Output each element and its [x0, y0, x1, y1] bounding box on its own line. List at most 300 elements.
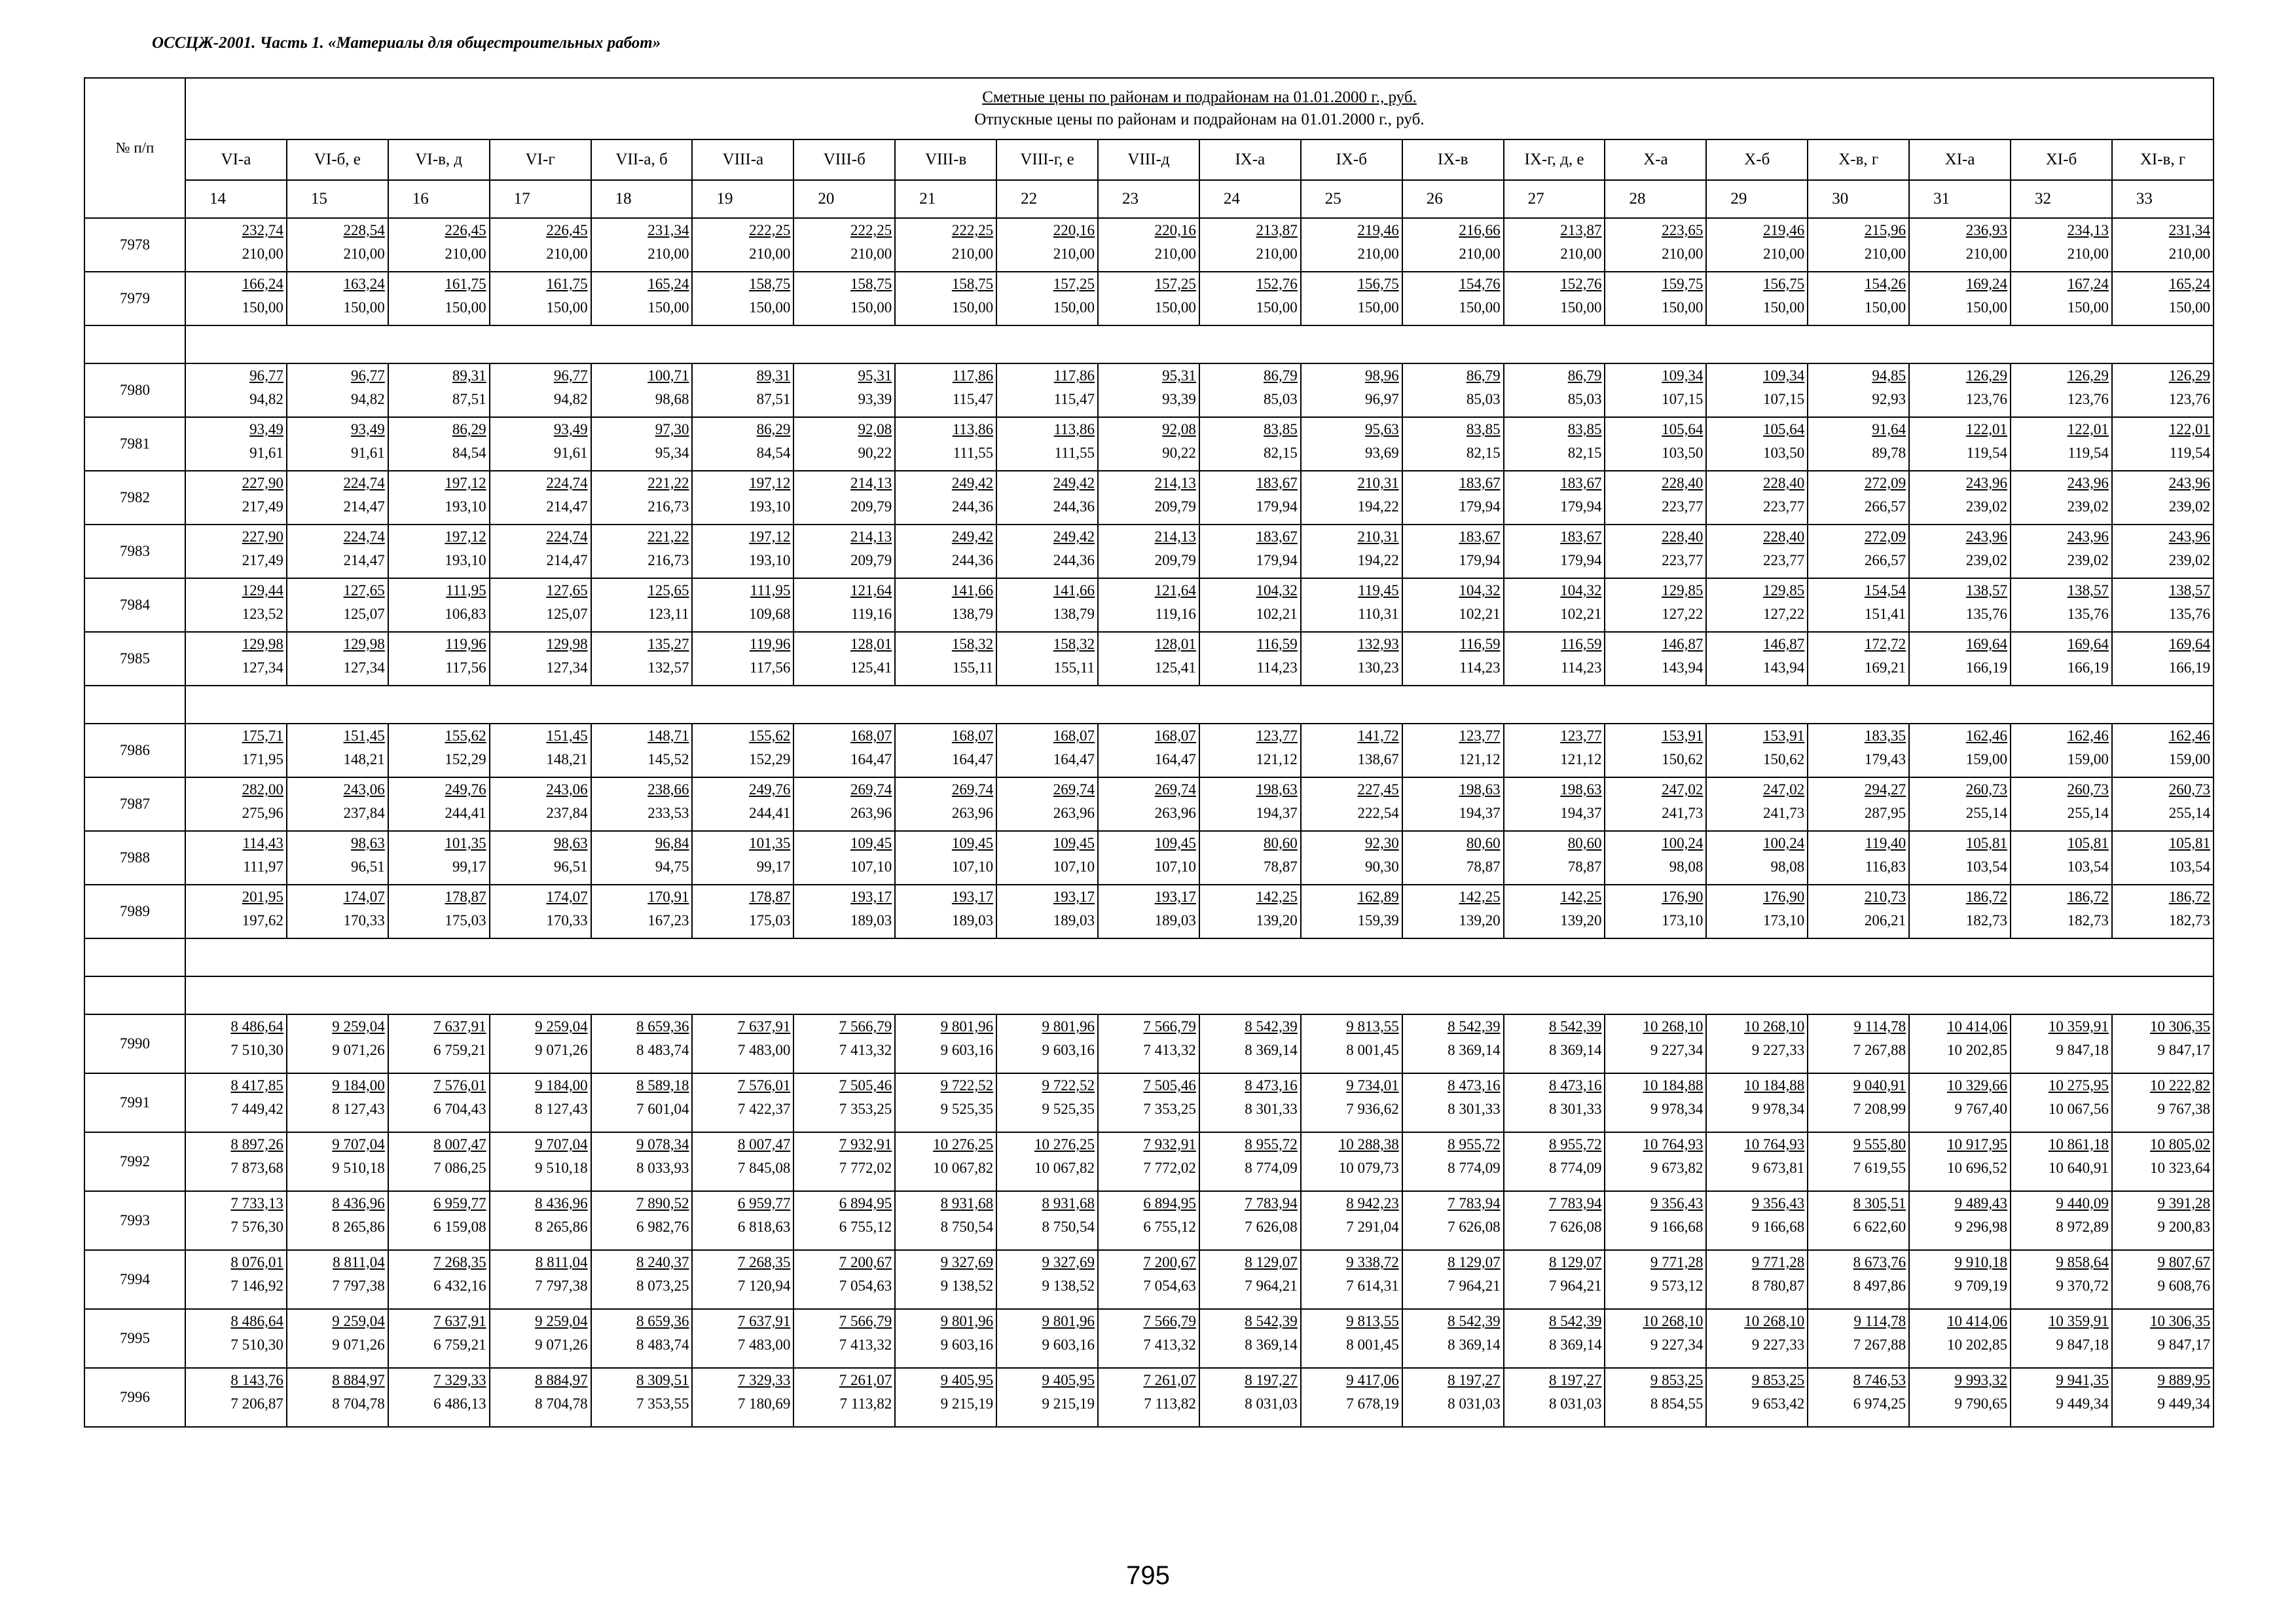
release-price: 96,51	[351, 858, 385, 875]
estimate-price: 132,93	[1357, 636, 1399, 652]
estimate-price: 169,64	[2067, 636, 2109, 652]
price-cell	[2011, 272, 2112, 325]
release-price: 9 227,33	[1751, 1042, 1805, 1058]
price-cell	[1706, 417, 1808, 471]
price-cell	[793, 632, 895, 686]
region-header: X-а	[1605, 139, 1706, 180]
release-price: 9 449,34	[2056, 1395, 2109, 1412]
release-price: 150,00	[647, 299, 689, 316]
release-price: 7 964,21	[1245, 1278, 1298, 1294]
release-price: 135,76	[2168, 606, 2210, 622]
price-cell	[1605, 1368, 1706, 1427]
release-price: 7 576,30	[230, 1219, 283, 1235]
estimate-price: 6 959,77	[737, 1195, 791, 1211]
estimate-price: 100,24	[1763, 835, 1805, 851]
release-price: 241,73	[1662, 805, 1704, 821]
price-cell	[1504, 1191, 1605, 1250]
price-cell	[1909, 417, 2011, 471]
release-price: 9 767,40	[1954, 1101, 2008, 1117]
estimate-price: 9 040,91	[1853, 1077, 1906, 1094]
price-cell	[1301, 1368, 1402, 1427]
release-price: 9 673,81	[1751, 1160, 1805, 1176]
price-cell	[895, 885, 996, 938]
release-price: 150,62	[1662, 751, 1704, 767]
estimate-price: 243,96	[2168, 528, 2210, 545]
item-number: 7985	[84, 632, 185, 686]
price-cell	[1301, 1132, 1402, 1191]
price-cell	[1808, 471, 1909, 525]
estimate-price: 161,75	[546, 276, 588, 292]
release-price: 10 323,64	[2150, 1160, 2210, 1176]
price-cell	[1909, 632, 2011, 686]
release-price: 210,00	[1864, 246, 1906, 262]
estimate-price: 10 268,10	[1744, 1018, 1805, 1035]
price-cell	[287, 632, 388, 686]
estimate-price: 220,16	[1154, 222, 1196, 238]
price-cell	[388, 777, 490, 831]
release-price: 91,61	[553, 445, 588, 461]
estimate-price: 138,57	[2168, 582, 2210, 599]
price-cell	[2011, 1014, 2112, 1073]
estimate-price: 8 589,18	[636, 1077, 689, 1094]
price-cell	[1706, 471, 1808, 525]
estimate-price: 231,34	[2168, 222, 2210, 238]
table-row	[84, 272, 2214, 325]
estimate-price: 9 114,78	[1853, 1018, 1906, 1035]
estimate-price: 125,65	[647, 582, 689, 599]
document-header: ОССЦЖ-2001. Часть 1. «Материалы для общестроительных работ»	[152, 34, 661, 52]
estimate-price: 8 542,39	[1448, 1018, 1501, 1035]
release-price: 241,73	[1763, 805, 1805, 821]
price-cell	[388, 831, 490, 885]
price-cell	[692, 1073, 793, 1132]
price-cell	[287, 578, 388, 632]
estimate-price: 8 197,27	[1448, 1372, 1501, 1388]
estimate-price: 9 184,00	[535, 1077, 588, 1094]
table-row	[84, 831, 2214, 885]
price-cell	[793, 777, 895, 831]
release-price: 90,22	[1162, 445, 1196, 461]
table-row	[84, 363, 2214, 417]
table-row	[84, 1191, 2214, 1250]
price-cell	[895, 1309, 996, 1368]
estimate-price: 7 566,79	[1143, 1313, 1196, 1329]
estimate-price: 155,62	[749, 728, 791, 744]
estimate-price: 157,25	[1053, 276, 1095, 292]
estimate-price: 8 931,68	[1042, 1195, 1095, 1211]
caption-row	[84, 78, 2214, 139]
estimate-price: 8 076,01	[230, 1254, 283, 1270]
estimate-price: 219,46	[1763, 222, 1805, 238]
estimate-price: 9 910,18	[1954, 1254, 2008, 1270]
estimate-price: 228,40	[1763, 475, 1805, 491]
estimate-price: 247,02	[1662, 781, 1704, 798]
price-cell	[996, 417, 1098, 471]
estimate-price: 8 542,39	[1245, 1018, 1298, 1035]
estimate-price: 219,46	[1357, 222, 1399, 238]
price-cell	[1808, 724, 1909, 777]
estimate-price: 7 505,46	[839, 1077, 892, 1094]
price-cell	[2112, 1309, 2214, 1368]
price-cell	[591, 1250, 693, 1309]
price-cell	[1808, 632, 1909, 686]
release-price: 7 772,02	[1143, 1160, 1196, 1176]
price-cell	[1199, 777, 1301, 831]
release-price: 8 265,86	[535, 1219, 588, 1235]
release-price: 7 510,30	[230, 1337, 283, 1353]
release-price: 164,47	[1154, 751, 1196, 767]
price-cell	[591, 417, 693, 471]
price-cell	[2112, 1250, 2214, 1309]
estimate-price: 167,24	[2067, 276, 2109, 292]
release-price: 7 797,38	[332, 1278, 385, 1294]
release-price: 7 422,37	[737, 1101, 791, 1117]
release-price: 107,15	[1662, 391, 1704, 407]
release-price: 99,17	[452, 858, 486, 875]
release-price: 89,78	[1872, 445, 1906, 461]
price-cell	[895, 724, 996, 777]
release-price: 119,54	[2169, 445, 2210, 461]
release-price: 6 486,13	[433, 1395, 486, 1412]
price-cell	[1706, 1309, 1808, 1368]
estimate-price: 8 931,68	[940, 1195, 994, 1211]
estimate-price: 6 894,95	[839, 1195, 892, 1211]
price-cell	[1098, 417, 1199, 471]
release-price: 10 202,85	[1947, 1337, 2008, 1353]
price-cell	[1706, 1073, 1808, 1132]
release-price: 7 626,08	[1548, 1219, 1602, 1235]
release-price: 8 073,25	[636, 1278, 689, 1294]
release-price: 87,51	[756, 391, 791, 407]
release-price: 239,02	[2067, 552, 2109, 568]
estimate-price: 249,76	[749, 781, 791, 798]
price-cell	[1706, 632, 1808, 686]
separator-cell	[84, 938, 185, 976]
estimate-price: 127,65	[546, 582, 588, 599]
estimate-price: 9 734,01	[1346, 1077, 1399, 1094]
release-price: 8 483,74	[636, 1042, 689, 1058]
price-cell	[1909, 1132, 2011, 1191]
estimate-price: 168,07	[951, 728, 994, 744]
release-price: 7 797,38	[535, 1278, 588, 1294]
release-price: 222,54	[1357, 805, 1399, 821]
release-price: 223,77	[1662, 552, 1704, 568]
estimate-price: 183,67	[1256, 528, 1298, 545]
price-cell	[388, 1191, 490, 1250]
price-cell	[2011, 1073, 2112, 1132]
price-cell	[1301, 1014, 1402, 1073]
column-number: 19	[692, 180, 793, 218]
estimate-price: 223,65	[1662, 222, 1704, 238]
release-price: 193,10	[749, 552, 791, 568]
price-cell	[1199, 1073, 1301, 1132]
price-cell	[287, 218, 388, 272]
estimate-price: 170,91	[647, 889, 689, 905]
release-price: 216,73	[647, 552, 689, 568]
separator-cell	[185, 325, 2214, 363]
price-cell	[490, 777, 591, 831]
estimate-price: 128,01	[1154, 636, 1196, 652]
release-price: 150,00	[2067, 299, 2109, 316]
release-price: 209,79	[1154, 498, 1196, 515]
release-price: 210,00	[343, 246, 385, 262]
price-cell	[1098, 1309, 1199, 1368]
price-cell	[996, 1073, 1098, 1132]
price-cell	[1808, 272, 1909, 325]
estimate-price: 100,24	[1662, 835, 1704, 851]
region-header: XI-а	[1909, 139, 2011, 180]
separator-row	[84, 976, 2214, 1014]
release-price: 103,54	[2168, 858, 2210, 875]
price-cell	[2011, 1309, 2112, 1368]
table-row	[84, 632, 2214, 686]
release-price: 98,08	[1669, 858, 1704, 875]
release-price: 7 964,21	[1548, 1278, 1602, 1294]
release-price: 237,84	[343, 805, 385, 821]
release-price: 7 180,69	[737, 1395, 791, 1412]
estimate-price: 105,81	[1965, 835, 2008, 851]
estimate-price: 193,17	[1154, 889, 1196, 905]
column-number: 32	[2011, 180, 2112, 218]
price-cell	[1402, 471, 1504, 525]
item-number: 7981	[84, 417, 185, 471]
price-cell	[1706, 525, 1808, 578]
estimate-price: 7 733,13	[230, 1195, 283, 1211]
estimate-price: 165,24	[2168, 276, 2210, 292]
estimate-price: 183,67	[1459, 528, 1501, 545]
price-cell	[1199, 885, 1301, 938]
price-cell	[185, 1309, 287, 1368]
price-cell	[287, 1250, 388, 1309]
estimate-price: 98,63	[553, 835, 588, 851]
estimate-price: 210,31	[1357, 528, 1399, 545]
price-cell	[895, 218, 996, 272]
release-price: 152,29	[445, 751, 486, 767]
release-price: 150,62	[1763, 751, 1805, 767]
release-price: 7 413,32	[1143, 1337, 1196, 1353]
estimate-price: 7 566,79	[839, 1018, 892, 1035]
estimate-price: 96,77	[351, 367, 385, 384]
estimate-price: 86,29	[756, 421, 791, 437]
estimate-price: 96,77	[249, 367, 283, 384]
estimate-price: 7 566,79	[839, 1313, 892, 1329]
region-header: VIII-а	[692, 139, 793, 180]
price-cell	[490, 363, 591, 417]
estimate-price: 193,17	[951, 889, 994, 905]
price-cell	[490, 1014, 591, 1073]
release-price: 7 483,00	[737, 1337, 791, 1353]
release-price: 9 138,52	[940, 1278, 994, 1294]
price-cell	[1909, 885, 2011, 938]
price-cell	[1504, 525, 1605, 578]
price-cell	[490, 831, 591, 885]
separator-row	[84, 325, 2214, 363]
release-price: 239,02	[2168, 498, 2210, 515]
release-price: 8 780,87	[1751, 1278, 1805, 1294]
price-cell	[895, 632, 996, 686]
release-price: 209,79	[850, 552, 892, 568]
release-price: 7 413,32	[839, 1042, 892, 1058]
release-price: 10 067,82	[933, 1160, 994, 1176]
estimate-price: 111,95	[446, 582, 486, 599]
price-cell	[996, 724, 1098, 777]
price-cell	[692, 525, 793, 578]
estimate-price: 80,60	[1466, 835, 1501, 851]
price-cell	[2112, 471, 2214, 525]
region-header: VI-г	[490, 139, 591, 180]
price-cell	[1504, 1368, 1605, 1427]
release-price: 263,96	[1053, 805, 1095, 821]
estimate-price: 228,40	[1662, 475, 1704, 491]
price-cell	[2011, 724, 2112, 777]
price-cell	[2112, 363, 2214, 417]
estimate-price: 83,85	[1567, 421, 1602, 437]
release-price: 85,03	[1264, 391, 1298, 407]
release-price: 182,73	[1965, 912, 2008, 929]
column-number: 26	[1402, 180, 1504, 218]
price-cell	[1909, 1191, 2011, 1250]
release-price: 244,36	[1053, 552, 1095, 568]
release-price: 98,08	[1770, 858, 1805, 875]
estimate-price: 227,90	[242, 528, 283, 545]
estimate-price: 97,30	[655, 421, 689, 437]
region-header: IX-а	[1199, 139, 1301, 180]
release-price: 148,21	[546, 751, 588, 767]
region-header: XI-б	[2011, 139, 2112, 180]
column-number-row	[84, 180, 2214, 218]
estimate-price: 228,40	[1662, 528, 1704, 545]
estimate-price: 215,96	[1864, 222, 1906, 238]
price-cell	[1605, 471, 1706, 525]
separator-row	[84, 938, 2214, 976]
estimate-price: 186,72	[1965, 889, 2008, 905]
estimate-price: 109,34	[1763, 367, 1805, 384]
release-price: 9 138,52	[1042, 1278, 1095, 1294]
estimate-price: 7 268,35	[433, 1254, 486, 1270]
estimate-price: 155,62	[445, 728, 486, 744]
estimate-price: 91,64	[1872, 421, 1906, 437]
release-price: 6 818,63	[737, 1219, 791, 1235]
release-price: 150,00	[749, 299, 791, 316]
estimate-price: 178,87	[445, 889, 486, 905]
release-price: 111,97	[243, 858, 283, 875]
estimate-price: 260,73	[2168, 781, 2210, 798]
release-price: 143,94	[1763, 659, 1805, 676]
estimate-price: 249,76	[445, 781, 486, 798]
price-cell	[1199, 1132, 1301, 1191]
price-cell	[996, 632, 1098, 686]
price-cell	[591, 578, 693, 632]
price-cell	[591, 218, 693, 272]
caption-release: Отпускные цены по районам и подрайонам на 01.01.2000 г., руб.	[974, 111, 1425, 128]
estimate-price: 8 673,76	[1853, 1254, 1906, 1270]
estimate-price: 232,74	[242, 222, 283, 238]
price-cell	[1605, 363, 1706, 417]
estimate-price: 104,32	[1560, 582, 1602, 599]
estimate-price: 249,42	[951, 475, 994, 491]
release-price: 132,57	[647, 659, 689, 676]
price-cell	[1098, 1073, 1199, 1132]
estimate-price: 9 405,95	[1042, 1372, 1095, 1388]
estimate-price: 126,29	[2168, 367, 2210, 384]
price-cell	[287, 471, 388, 525]
column-number: 28	[1605, 180, 1706, 218]
price-cell	[1605, 1309, 1706, 1368]
release-price: 189,03	[1154, 912, 1196, 929]
price-cell	[895, 1191, 996, 1250]
release-price: 8 497,86	[1853, 1278, 1906, 1294]
release-price: 10 640,91	[2048, 1160, 2109, 1176]
price-cell	[1605, 632, 1706, 686]
item-number: 7982	[84, 471, 185, 525]
release-price: 7 291,04	[1346, 1219, 1399, 1235]
price-cell	[1605, 1073, 1706, 1132]
region-header: VI-б, е	[287, 139, 388, 180]
price-cell	[1808, 417, 1909, 471]
price-cell	[1808, 1132, 1909, 1191]
release-price: 109,68	[749, 606, 791, 622]
release-price: 210,00	[1256, 246, 1298, 262]
price-cell	[1098, 777, 1199, 831]
estimate-price: 141,66	[951, 582, 994, 599]
estimate-price: 96,84	[655, 835, 689, 851]
release-price: 193,10	[445, 552, 486, 568]
estimate-price: 176,90	[1763, 889, 1805, 905]
price-cell	[490, 578, 591, 632]
price-cell	[1808, 1309, 1909, 1368]
price-cell	[388, 578, 490, 632]
price-cell	[1504, 885, 1605, 938]
price-cell	[1504, 1073, 1605, 1132]
column-number: 30	[1808, 180, 1909, 218]
release-price: 150,00	[546, 299, 588, 316]
estimate-price: 96,77	[553, 367, 588, 384]
release-price: 139,20	[1256, 912, 1298, 929]
region-header: VIII-в	[895, 139, 996, 180]
price-cell	[1402, 1250, 1504, 1309]
price-cell	[490, 525, 591, 578]
column-number: 16	[388, 180, 490, 218]
release-price: 94,82	[553, 391, 588, 407]
release-price: 182,73	[2067, 912, 2109, 929]
estimate-price: 123,77	[1560, 728, 1602, 744]
estimate-price: 228,54	[343, 222, 385, 238]
price-cell	[895, 777, 996, 831]
release-price: 6 759,21	[433, 1337, 486, 1353]
estimate-price: 122,01	[2168, 421, 2210, 437]
estimate-price: 8 473,16	[1448, 1077, 1501, 1094]
release-price: 9 767,38	[2157, 1101, 2210, 1117]
price-cell	[1605, 885, 1706, 938]
release-price: 7 086,25	[433, 1160, 486, 1176]
estimate-price: 7 637,91	[737, 1313, 791, 1329]
estimate-price: 222,25	[850, 222, 892, 238]
release-price: 244,36	[951, 498, 994, 515]
estimate-price: 10 329,66	[1947, 1077, 2008, 1094]
estimate-price: 249,42	[1053, 528, 1095, 545]
price-cell	[1402, 885, 1504, 938]
release-price: 223,77	[1763, 552, 1805, 568]
price-cell	[1808, 525, 1909, 578]
release-price: 7 449,42	[230, 1101, 283, 1117]
release-price: 7 267,88	[1853, 1042, 1906, 1058]
table-row	[84, 777, 2214, 831]
price-cell	[1098, 1014, 1199, 1073]
estimate-price: 9 440,09	[2056, 1195, 2109, 1211]
price-cell	[793, 1368, 895, 1427]
release-price: 214,47	[546, 498, 588, 515]
estimate-price: 119,40	[1865, 835, 1906, 851]
